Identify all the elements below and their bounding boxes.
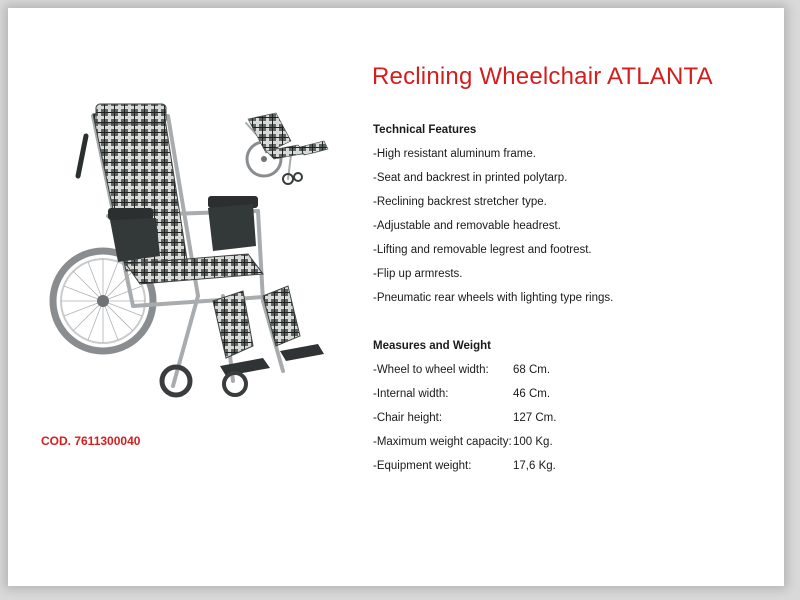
feature-item: -Flip up armrests. (373, 268, 463, 280)
technical-features-heading: Technical Features (373, 124, 477, 136)
measure-label: -Equipment weight: (373, 460, 472, 472)
wheelchair-reclined-thumbnail (236, 111, 331, 186)
product-title: Reclining Wheelchair ATLANTA (372, 63, 713, 90)
measure-label: -Internal width: (373, 388, 449, 400)
measures-heading: Measures and Weight (373, 340, 492, 352)
measure-label: -Maximum weight capacity: (373, 436, 512, 448)
feature-item: -High resistant aluminum frame. (373, 148, 536, 160)
measure-label: -Chair height: (373, 412, 443, 424)
feature-item: -Adjustable and removable headrest. (373, 220, 561, 232)
feature-item: -Lifting and removable legrest and footrest. (373, 244, 592, 256)
product-code: COD. 7611300040 (41, 434, 141, 448)
measure-value: 100 Kg. (513, 436, 553, 448)
measure-value: 127 Cm. (513, 412, 557, 424)
measure-value: 68 Cm. (513, 364, 551, 376)
feature-item: -Reclining backrest stretcher type. (373, 196, 547, 208)
feature-item: -Seat and backrest in printed polytarp. (373, 172, 568, 184)
product-sheet (8, 8, 784, 586)
feature-item: -Pneumatic rear wheels with lighting type rings. (373, 292, 614, 304)
measure-value: 17,6 Kg. (513, 460, 556, 472)
measure-label: -Wheel to wheel width: (373, 364, 489, 376)
measure-value: 46 Cm. (513, 388, 551, 400)
